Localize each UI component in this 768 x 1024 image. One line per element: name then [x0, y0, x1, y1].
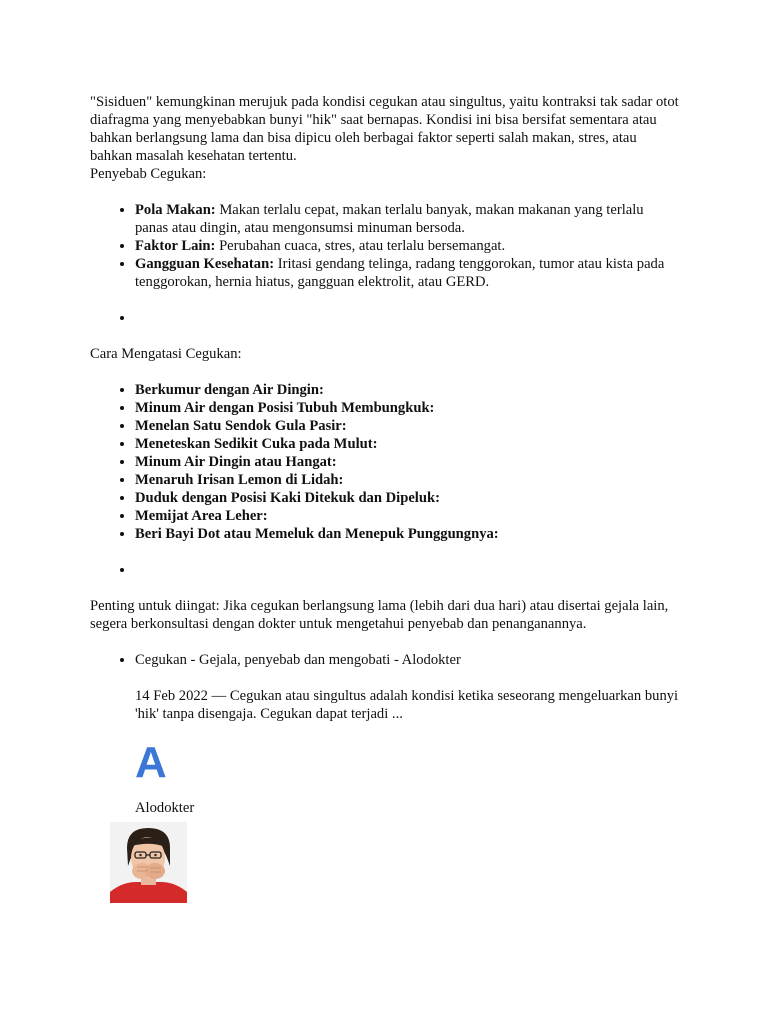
- empty-list: [90, 561, 680, 579]
- causes-heading: Penyebab Cegukan:: [90, 166, 207, 182]
- note-paragraph: Penting untuk diingat: Jika cegukan berlangsung lama (lebih dari dua hari) atau disertai gejala lain, segera berkonsultasi dengan dokter untuk mengetahui penyebab dan penanganannya.: [90, 598, 669, 632]
- woman-covering-mouth-thumbnail: [110, 822, 187, 903]
- empty-list: [90, 309, 680, 327]
- list-item: • Beri Bayi Dot atau Memeluk dan Menepuk Punggungnya:: [135, 525, 680, 543]
- intro-paragraph: "Sisiduen" kemungkinan merujuk pada kondisi cegukan atau singultus, yaitu kontraksi tak sadar otot diafragma yang menyebabkan bunyi "hik" saat bernapas. Kondisi ini bisa bersifat sementara atau bahkan berlangsung lama dan bisa dipicu oleh berbagai faktor seperti salah makan, stres, atau bahkan masalah kesehatan tertentu.: [90, 94, 679, 164]
- list-item: • Pola Makan: Makan terlalu cepat, makan terlalu banyak, makan makanan yang terlalu panas atau dingin, atau mengonsumsi minuman bersoda.: [135, 201, 680, 237]
- reference-source: Alodokter: [135, 800, 195, 816]
- causes-list: [90, 201, 680, 291]
- alodokter-logo-icon: A: [135, 738, 167, 787]
- list-item: • Duduk dengan Posisi Kaki Ditekuk dan Dipeluk:: [135, 489, 680, 507]
- document-content: [90, 93, 680, 817]
- empty-list-item: [135, 561, 680, 579]
- list-item: • Menelan Satu Sendok Gula Pasir:: [135, 417, 680, 435]
- list-item: • Minum Air Dingin atau Hangat:: [135, 453, 680, 471]
- list-item: • Faktor Lain: Perubahan cuaca, stres, atau terlalu bersemangat.: [135, 237, 680, 255]
- list-item: • Minum Air dengan Posisi Tubuh Membungkuk:: [135, 399, 680, 417]
- reference-card: [90, 687, 680, 817]
- reference-snippet: 14 Feb 2022 — Cegukan atau singultus adalah kondisi ketika seseorang mengeluarkan bunyi 'hik' tanpa disengaja. Cegukan dapat terjadi ...: [135, 688, 679, 722]
- list-item: • Berkumur dengan Air Dingin:: [135, 381, 680, 399]
- empty-list-item: [135, 309, 680, 327]
- remedies-heading: Cara Mengatasi Cegukan:: [90, 346, 242, 362]
- reference-title-link[interactable]: • Cegukan - Gejala, penyebab dan mengobati - Alodokter: [135, 651, 680, 669]
- reference-list: [90, 651, 680, 669]
- list-item: • Meneteskan Sedikit Cuka pada Mulut:: [135, 435, 680, 453]
- photo-icon: [110, 822, 187, 903]
- list-item: • Menaruh Irisan Lemon di Lidah:: [135, 471, 680, 489]
- list-item: • Memijat Area Leher:: [135, 507, 680, 525]
- remedies-list: [90, 381, 680, 543]
- list-item: • Gangguan Kesehatan: Iritasi gendang telinga, radang tenggorokan, tumor atau kista pada tenggorokan, hernia hiatus, gangguan elektrolit, atau GERD.: [135, 255, 680, 291]
